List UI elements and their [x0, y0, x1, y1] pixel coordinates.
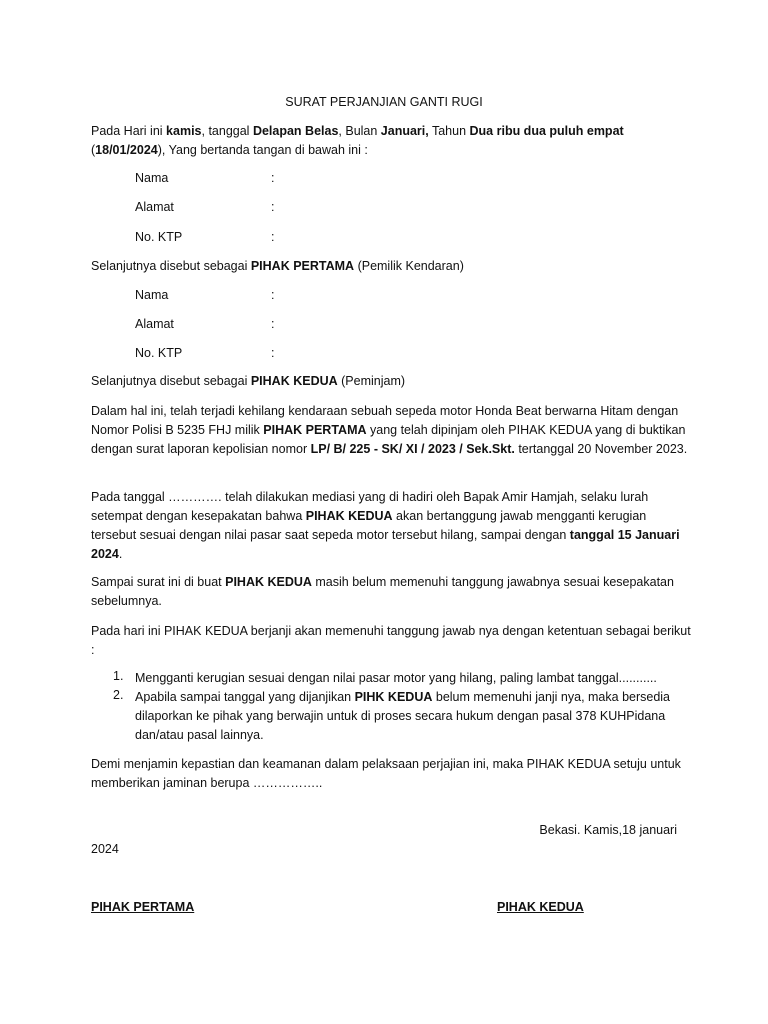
para1-report-number: LP/ B/ 225 - SK/ XI / 2023 / Sek.Skt.	[310, 442, 515, 456]
list-item-text: belum memenuhi janji nya, maka bersedia dilaporkan ke pihak yang berwajin untuk di proses secara hukum dengan pasal 378 KUHPidana dan/atau pasal lainnya.	[135, 690, 671, 742]
document-title	[0, 95, 768, 109]
pihak-kedua-line	[91, 374, 405, 388]
field-label-alamat: Alamat	[135, 317, 174, 331]
intro-text: Tahun	[428, 124, 470, 138]
field-colon: :	[271, 346, 275, 360]
field-colon: :	[271, 317, 275, 331]
list-number: 1.	[113, 669, 124, 683]
signature-label-pihak-pertama: PIHAK PERTAMA	[91, 900, 195, 914]
paragraph-mediasi	[91, 488, 691, 564]
intro-date-number: 18/01/2024	[95, 143, 158, 157]
paragraph-jaminan	[91, 755, 691, 793]
intro-paragraph	[91, 122, 691, 160]
intro-day: kamis	[166, 124, 202, 138]
intro-year-words: Dua ribu dua puluh empat	[469, 124, 624, 138]
list-item-text: Mengganti kerugian sesuai dengan nilai pasar motor yang hilang, paling lambat tanggal...........	[135, 671, 657, 685]
paragraph-belum-memenuhi	[91, 573, 691, 611]
field-label-ktp: No. KTP	[135, 230, 183, 244]
para1-text: Dalam hal ini, telah terjadi kehilang kendaraan sebuah sepeda motor Honda Beat berwarna Hitam dengan Nomor Polisi B 5235 FHJ milik	[91, 404, 679, 437]
pihak2-text: Selanjutnya disebut sebagai	[91, 374, 251, 388]
para4-text: Pada hari ini PIHAK KEDUA berjanji akan memenuhi tanggung jawab nya dengan ketentuan sebagai berikut :	[91, 624, 691, 657]
paragraph-berjanji	[91, 622, 691, 660]
pihak1-text: Selanjutnya disebut sebagai	[91, 259, 251, 273]
paragraph-kehilangan	[91, 402, 691, 459]
para3-text: Sampai surat ini di buat	[91, 575, 226, 589]
pihak2-text: (Peminjam)	[337, 374, 406, 388]
list-item	[135, 688, 690, 745]
field-label-ktp: No. KTP	[135, 346, 183, 360]
pihak-pertama-line	[91, 259, 464, 273]
intro-text: ), Yang bertanda tangan di bawah ini :	[157, 143, 368, 157]
intro-text: (	[91, 143, 96, 157]
para3-text: masih belum memenuhi tanggung jawabnya sesuai kesepakatan sebelumnya.	[91, 575, 674, 608]
field-label-alamat: Alamat	[135, 200, 174, 214]
para2-bold: PIHAK KEDUA	[305, 509, 393, 523]
field-label-nama: Nama	[135, 171, 169, 185]
para2-text: Pada tanggal …………. telah dilakukan mediasi yang di hadiri oleh Bapak Amir Hamjah, selaku lurah setempat dengan kesepakatan bahwa	[91, 490, 649, 523]
field-colon: :	[271, 200, 275, 214]
para1-text: tertanggal 20 November 2023.	[514, 442, 688, 456]
field-colon: :	[271, 230, 275, 244]
field-colon: :	[271, 171, 275, 185]
intro-text: Pada Hari ini	[91, 124, 167, 138]
title-text: SURAT PERJANJIAN GANTI RUGI	[285, 95, 483, 109]
para5-text: Demi menjamin kepastian dan keamanan dalam pelaksaan perjajian ini, maka PIHAK KEDUA setuju untuk memberikan jaminan berupa ……………..	[91, 757, 681, 790]
pihak1-text: (Pemilik Kendaran)	[354, 259, 464, 273]
intro-text: , tanggal	[201, 124, 253, 138]
para1-text: yang telah dipinjam oleh PIHAK KEDUA yang di buktikan dengan surat laporan kepolisian nomor	[91, 423, 686, 456]
para2-text: akan bertanggung jawab mengganti kerugian tersebut sesuai dengan nilai pasar saat sepeda motor tersebut hilang, sampai dengan	[91, 509, 647, 542]
list-number: 2.	[113, 688, 124, 702]
para3-bold: PIHAK KEDUA	[225, 575, 312, 589]
list-item-bold: PIHK KEDUA	[354, 690, 433, 704]
pihak2-role: PIHAK KEDUA	[250, 374, 338, 388]
para1-bold: PIHAK PERTAMA	[263, 423, 367, 437]
place-date-year: 2024	[91, 842, 119, 856]
field-colon: :	[271, 288, 275, 302]
list-item-text: Apabila sampai tanggal yang dijanjikan	[135, 690, 355, 704]
para2-deadline: tanggal 15 Januari 2024	[91, 528, 680, 561]
list-item	[135, 669, 690, 688]
para2-text: .	[118, 547, 123, 561]
pihak1-role: PIHAK PERTAMA	[250, 259, 355, 273]
place-date: Bekasi. Kamis,18 januari	[539, 823, 677, 837]
intro-text: , Bulan	[338, 124, 381, 138]
field-label-nama: Nama	[135, 288, 169, 302]
signature-label-pihak-kedua: PIHAK KEDUA	[497, 900, 584, 914]
intro-date-words: Delapan Belas	[252, 124, 339, 138]
intro-month: Januari,	[380, 124, 429, 138]
